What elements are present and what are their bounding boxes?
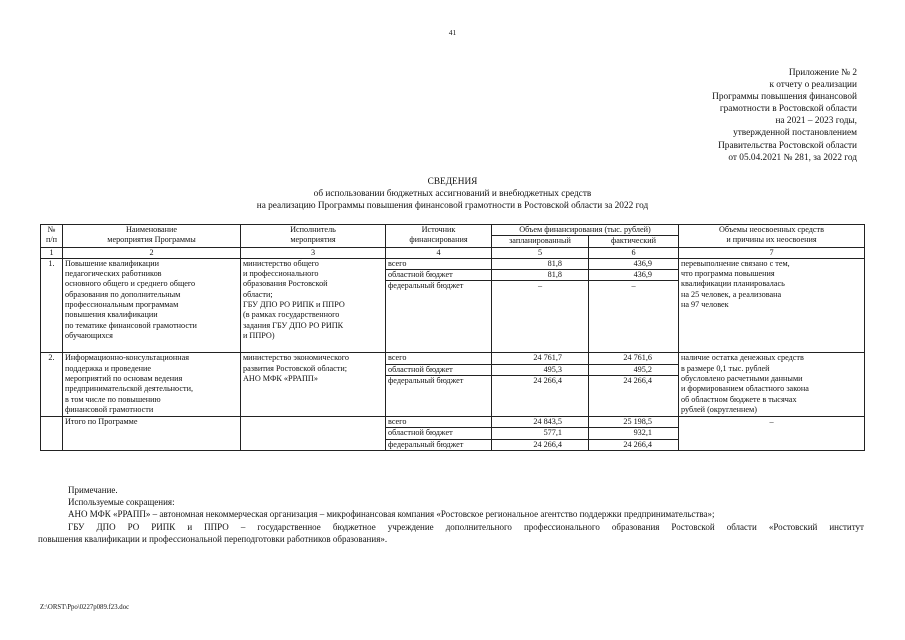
row-actual: 436,9	[589, 258, 679, 269]
row-unspent: наличие остатка денежных средств в размере 0,1 тыс. рублей обусловлено расчетными данными и формированием областного закона об областном бюджете в тысячах рублей (округленнем)	[679, 353, 865, 417]
row-source: федеральный бюджет	[386, 281, 492, 353]
row-source: федеральный бюджет	[386, 439, 492, 450]
row-planned: 81,8	[492, 258, 589, 269]
row-actual: –	[589, 281, 679, 353]
header-name: Наименование мероприятия Программы	[63, 225, 241, 248]
row-planned: 495,3	[492, 364, 589, 375]
table-row	[41, 353, 865, 364]
appendix-line: Программы повышения финансовой	[712, 92, 857, 103]
table-total-row	[41, 417, 865, 428]
table-row	[41, 258, 865, 269]
note-abbr-line: АНО МФК «РРАПП» – автономная некоммерческая организация – микрофинансовая компания «Ростовское региональное агентство поддержки предпринимательства»;	[68, 509, 715, 520]
row-actual: 24 761,6	[589, 353, 679, 364]
appendix-line: утвержденной постановлением	[733, 128, 857, 139]
title-line: на реализацию Программы повышения финансовой грамотности в Ростовской области за 2022 год	[256, 201, 649, 211]
row-executor: министерство общего и профессионального образования Ростовской области; ГБУ ДПО РО РИПК и ППРО (в рамках государственного задания ГБУ ДПО РО РИПК и ППРО)	[241, 258, 386, 353]
file-path-footer: Z:\ORST\Ppo\0227p089.f23.doc	[40, 604, 130, 611]
row-actual: 24 266,4	[589, 439, 679, 450]
column-number: 5	[492, 247, 589, 258]
row-actual: 25 198,5	[589, 417, 679, 428]
appendix-line: Правительства Ростовской области	[718, 140, 857, 151]
row-planned: 24 761,7	[492, 353, 589, 364]
column-number: 6	[589, 247, 679, 258]
column-number: 1	[41, 247, 63, 258]
column-number: 2	[63, 247, 241, 258]
row-executor: министерство экономического развития Ростовской области; АНО МФК «РРАПП»	[241, 353, 386, 417]
row-actual: 932,1	[589, 428, 679, 439]
header-planned: запланированный	[492, 236, 589, 247]
row-name: Итого по Программе	[63, 417, 241, 451]
row-planned: 24 843,5	[492, 417, 589, 428]
column-number: 4	[386, 247, 492, 258]
row-planned: 577,1	[492, 428, 589, 439]
row-source: областной бюджет	[386, 364, 492, 375]
row-planned: –	[492, 281, 589, 353]
row-source: областной бюджет	[386, 270, 492, 281]
row-executor	[241, 417, 386, 451]
row-actual: 24 266,4	[589, 376, 679, 417]
appendix-line: к отчету о реализации	[769, 80, 857, 91]
appendix-block	[612, 67, 857, 164]
appendix-line: Приложение № 2	[788, 68, 857, 78]
page-number: 41	[448, 28, 457, 37]
header-volume: Объем финансирования (тыс. рублей)	[492, 225, 679, 236]
row-source: областной бюджет	[386, 428, 492, 439]
appendix-line: на 2021 – 2023 годы,	[775, 116, 857, 127]
header-num: № п/п	[41, 225, 63, 248]
row-actual: 436,9	[589, 270, 679, 281]
row-planned: 81,8	[492, 270, 589, 281]
row-source: всего	[386, 258, 492, 269]
row-planned: 24 266,4	[492, 376, 589, 417]
row-name: Повышение квалификации педагогических работников основного общего и среднего общего образования по дополнительным профессиональным программам повышения квалификации по тематике финансовой грамотности обучающихся	[63, 258, 241, 353]
row-unspent: –	[679, 417, 865, 451]
row-actual: 495,2	[589, 364, 679, 375]
header-source: Источник финансирования	[386, 225, 492, 248]
title-heading: СВЕДЕНИЯ	[427, 177, 478, 187]
note-block	[38, 484, 864, 545]
row-name: Информационно-консультационная поддержка и проведение мероприятий по основам ведения предпринимательской деятельности, в том числе по повышению финансовой грамотности	[63, 353, 241, 417]
header-unspent: Объемы неосвоенных средств и причины их неосвоения	[679, 225, 865, 248]
column-number: 7	[679, 247, 865, 258]
column-number-row	[41, 247, 865, 258]
funding-table	[40, 224, 865, 451]
header-actual: фактический	[589, 236, 679, 247]
header-executor: Исполнитель мероприятия	[241, 225, 386, 248]
appendix-line: от 05.04.2021 № 281, за 2022 год	[728, 152, 857, 163]
note-abbr-line: ГБУ ДПО РО РИПК и ППРО – государственное бюджетное учреждение дополнительного профессионального образования Ростовской области «Ростовский институт	[68, 521, 864, 532]
note-title: Примечание.	[68, 485, 118, 495]
column-number: 3	[241, 247, 386, 258]
row-planned: 24 266,4	[492, 439, 589, 450]
appendix-line: грамотности в Ростовской области	[719, 104, 857, 115]
row-source: федеральный бюджет	[386, 376, 492, 417]
note-abbr-line: повышения квалификации и профессиональной переподготовки работников образования».	[38, 533, 388, 544]
note-abbr-heading: Используемые сокращения:	[68, 497, 175, 508]
row-source: всего	[386, 417, 492, 428]
row-num: 2.	[41, 353, 63, 417]
row-num	[41, 417, 63, 451]
row-unspent: перевыполнение связано с тем, что программа повышения квалификации планировалась на 25 человек, а реализована на 97 человек	[679, 258, 865, 353]
document-title	[0, 176, 905, 212]
row-source: всего	[386, 353, 492, 364]
table-header-row	[41, 225, 865, 236]
title-line: об использовании бюджетных ассигнований и внебюджетных средств	[313, 189, 592, 199]
row-num: 1.	[41, 258, 63, 353]
